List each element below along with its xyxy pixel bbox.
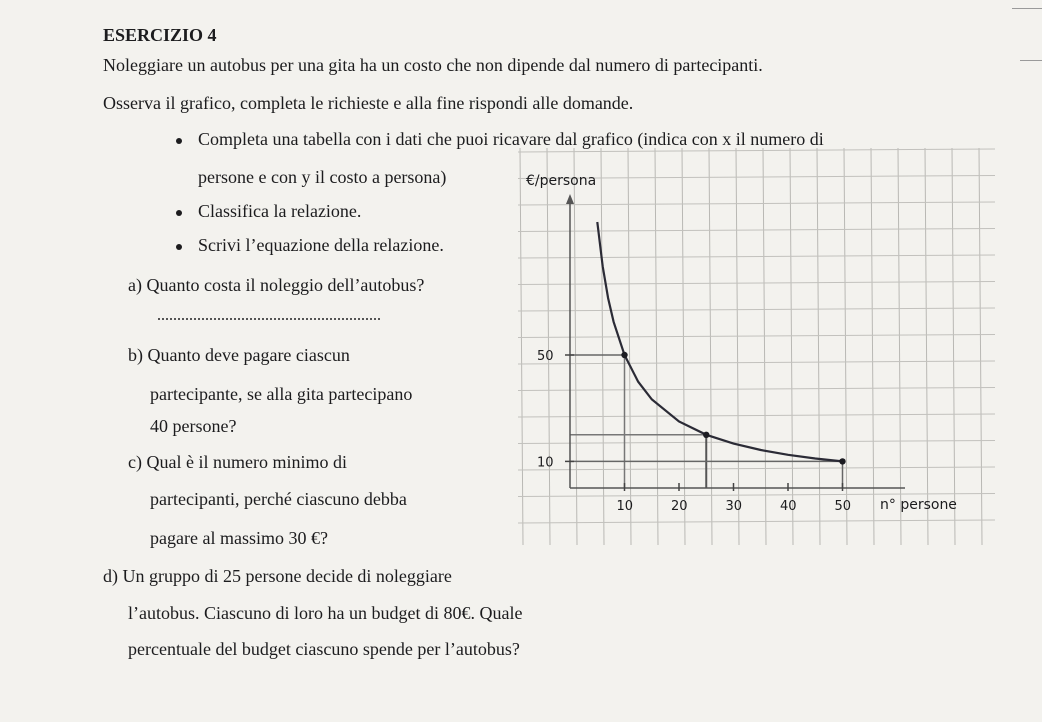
grid-line-vertical [601, 148, 604, 545]
y-axis-arrow [566, 194, 574, 204]
y-axis-label: €/persona [526, 173, 597, 189]
grid-line-vertical [628, 148, 631, 545]
bullet-table-line-1: Completa una tabella con i dati che puoi ricavare dal grafico (indica con x il numero di [198, 129, 824, 149]
grid-line-horizontal [518, 361, 995, 364]
grid-line-vertical [574, 148, 577, 545]
grid-line-vertical [763, 148, 766, 545]
grid-line-horizontal [518, 308, 995, 311]
grid-line-vertical [871, 148, 874, 545]
grid-line-vertical [682, 148, 685, 545]
x-tick-label: 40 [780, 499, 797, 514]
question-a: a) Quanto costa il noleggio dell’autobus? [128, 275, 425, 295]
question-d-line-2: l’autobus. Ciascuno di loro ha un budget di 80€. Quale [128, 603, 523, 623]
intro-line-2: Osserva il grafico, completa le richieste e alla fine rispondi alle domande. [103, 93, 634, 113]
grid-line-vertical [709, 148, 712, 545]
grid-line-vertical [952, 148, 955, 545]
grid-line-horizontal [518, 388, 995, 391]
x-tick-label: 30 [725, 499, 743, 514]
y-tick-label: 50 [537, 349, 554, 364]
hyperbola-curve [597, 222, 842, 461]
question-d-line-3: percentuale del budget ciascuno spende per l’autobus? [128, 639, 520, 659]
grid-line-vertical [655, 148, 658, 545]
grid-line-vertical [817, 148, 820, 545]
bullet-equation: Scrivi l’equazione della relazione. [198, 235, 444, 255]
bullet-table-line-2: persone e con y il costo a persona) [198, 167, 447, 187]
grid-line-vertical [925, 148, 928, 545]
grid-line-horizontal [518, 202, 995, 205]
question-c-line-3: pagare al massimo 30 €? [150, 528, 328, 548]
x-axis-label: n° persone [880, 497, 957, 513]
x-tick-label: 10 [616, 499, 634, 514]
grid-line-horizontal [518, 520, 995, 523]
data-point [839, 458, 845, 464]
y-tick-label: 10 [537, 455, 554, 471]
grid-line-vertical [520, 148, 523, 545]
question-c-line-2: partecipanti, perché ciascuno debba [150, 489, 407, 509]
grid-line-vertical [898, 148, 901, 545]
question-b-line-1: b) Quanto deve pagare ciascun [128, 345, 350, 365]
x-tick-label: 20 [671, 499, 688, 514]
bullet-classify: Classifica la relazione. [198, 201, 362, 221]
data-point [621, 352, 627, 358]
grid-line-horizontal [518, 255, 995, 258]
exercise-title: ESERCIZIO 4 [103, 25, 217, 45]
grid-line-vertical [979, 148, 982, 545]
question-b-line-3: 40 persone? [150, 416, 237, 436]
grid-line-horizontal [518, 282, 995, 285]
grid-line-vertical [547, 148, 550, 545]
grid-line-horizontal [518, 467, 995, 470]
grid-line-horizontal [518, 149, 995, 152]
data-point [703, 432, 709, 438]
intro-line-1: Noleggiare un autobus per una gita ha un costo che non dipende dal numero di partecipanti. [103, 55, 763, 75]
question-c-line-1: c) Qual è il numero minimo di [128, 452, 347, 472]
question-d-line-1: d) Un gruppo di 25 persone decide di noleggiare [103, 566, 452, 586]
grid-line-horizontal [518, 229, 995, 232]
grid-line-horizontal [518, 414, 995, 417]
grid-paper [518, 148, 995, 545]
grid-line-horizontal [518, 335, 995, 338]
question-b-line-2: partecipante, se alla gita partecipano [150, 384, 413, 404]
grid-line-vertical [736, 148, 739, 545]
grid-line-vertical [790, 148, 793, 545]
grid-line-horizontal [518, 441, 995, 444]
x-tick-label: 50 [834, 499, 852, 514]
grid-line-vertical [844, 148, 847, 545]
